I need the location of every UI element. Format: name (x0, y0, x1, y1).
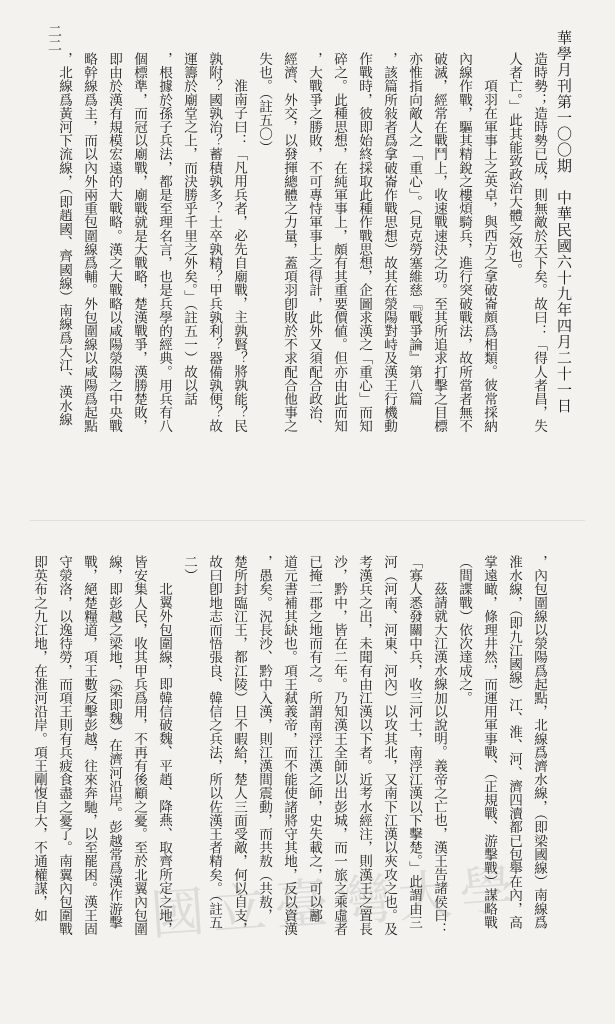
paragraph-line: 故曰卽地志而悟張良、韓信之兵法，所以佐漢王者精矣。（註五 (206, 555, 222, 929)
upper-line: 內線作戰，驅其精銳之樓煩騎兵，進行突破戰法，故所當者無不 (456, 52, 472, 433)
paragraph-line: 皆安集人民，收其甲兵爲用，不再有後顧之憂。至於北翼內包圍 (131, 555, 147, 936)
section-divider (30, 520, 585, 521)
upper-line: ，大戰爭之勝敗，不可專恃軍事上之得計，此外又須配合政治、 (306, 52, 322, 433)
upper-line: 即由於漢有規模宏遠的大戰略。漢之大戰略以咸陽滎陽之中央戰 (106, 52, 122, 433)
upper-line: 作戰時，彼即始終採取此種作戰思想，企圖求漢之「重心」而知 (356, 52, 372, 433)
upper-line: 個標準，而冠以廟戰，廟戰就是大戰略，楚漢戰爭，漢勝楚敗， (131, 52, 147, 433)
paragraph-line: 沙，黔中，皆在二年。乃知漢王全師以出彭城，而一旅之乘虛者 (331, 555, 347, 936)
page-number: 二二 (46, 24, 62, 52)
upper-line: 破滅，經常在戰鬥上，收速戰速決之功。至其所追求打擊之目標 (431, 52, 447, 433)
paragraph-line: 「寡人悉發關中兵，收三河士，南浮江漢以下擊楚。」此謂由三 (406, 555, 422, 929)
upper-line: 運籌於廟堂之上，而決勝乎千里之外矣。」（註五一）故以話 (181, 52, 197, 406)
continued-line: ，內包圍線以滎陽爲起點，北線爲濟水線，（即梁國線）南線爲 (531, 555, 547, 929)
paragraph-line: 道元書補其缺也。項王弒義帝，而不能使諸將守其地，反以資漢 (281, 555, 297, 936)
upper-line: 淮南子曰：「凡用兵者，必先自廟戰，主孰賢？將孰能？民 (231, 79, 247, 433)
upper-line: 項羽在軍事上之英卓，與西方之拿破崙頗爲相類。彼常採納 (481, 79, 497, 433)
paragraph-line: 茲請就大江漢水線加以說明。義帝之亡也，漢王告諸侯曰： (431, 582, 447, 936)
paragraph-line: 守滎洛，以逸待勞，而項王則有兵疲食盡之憂了。南翼內包圍戰 (56, 555, 72, 936)
paragraph-line: 楚所封臨江王，都江陵）日不暇給，楚人三面受敵，何以自支， (231, 555, 247, 936)
paragraph-line: 已掩二郡之地而有之。所謂南浮江漢之師，史失載之，可以酈 (306, 555, 322, 923)
paragraph-line: 戰，絕楚糧道，項王數反擊彭越，往來奔馳，以至罷困。漢王固 (81, 555, 97, 936)
upper-line: 孰附？國孰治？蓄積孰多？士卒孰精？甲兵孰利？器備孰便？故 (206, 52, 222, 433)
upper-line: 人者亡。」此其能致政治大體之效也。 (506, 52, 522, 277)
upper-line: 失也。（註五〇） (256, 52, 272, 154)
continued-line: 掌遠瞰，條理井然，而運用軍事戰、（正規戰、游擊戰）謀略戰 (481, 555, 497, 929)
upper-line: ，根據於孫子兵法，都是至理名言，也是兵學的經典。用兵有八 (156, 52, 172, 433)
paragraph-line: 線，即彭越之梁地，（梁即魏）在濟河沿岸。彭越常爲漢作游擊 (106, 555, 122, 929)
upper-line: 造時勢；造時勢已成，則無敵於天下矣。故曰：「得人者昌，失 (531, 52, 547, 433)
upper-line: 略幹線爲主，而以內外兩重包圍線爲輔。外包圍線以咸陽爲起點 (81, 52, 97, 433)
upper-line: 經濟、外交，以發揮總體之力量，蓋項羽卽敗於不求配合他事之 (281, 52, 297, 433)
paragraph-line: 北翼外包圍線，即韓信破魏、平趙、降燕、取齊所定之地， (156, 582, 172, 936)
paragraph-line: 二） (181, 555, 197, 583)
journal-header: 華學月刊第一〇〇期 中華民國六十九年四月二十一日 (555, 30, 573, 414)
upper-line: ，北線爲黃河下流線，（即趙國、齊國線）南線爲大江、漢水線 (56, 52, 72, 426)
paragraph-line: 河（河南、河東、河內）以攻其北，又南下江漢以夾攻之也。及 (381, 555, 397, 936)
paragraph-line: 即英布之九江地，在淮河沿岸。項王剛愎自大，不通權謀，如 (31, 555, 47, 923)
paragraph-line: ，愚矣。況長沙、黔中入漢，則江漢間震動，而共敖（共敖， (256, 555, 272, 923)
upper-line: ，該篇所敍者爲拿破崙作戰思想）故其在滎陽對峙及漢王行機動 (381, 52, 397, 433)
continued-line: （間諜戰）依次達成之。 (456, 555, 472, 705)
upper-line: 亦惟指向敵人之「重心」。（見克勞塞維慈『戰爭論』第八篇 (406, 52, 422, 406)
paragraph-line: 考漢兵之出，未聞有由江漢以下者。近考水經注，則漢王之置長 (356, 555, 372, 936)
upper-text-block (56, 52, 551, 447)
continued-line: 淮水線，（即九江國線）江、淮、河、濟四瀆都已包舉在內，高 (506, 555, 522, 929)
upper-line: 碎之。此種思想，在純軍事上，頗有其重要價値。但亦由此而知 (331, 52, 347, 433)
watermark-logo: 國立臺灣大學 (148, 858, 525, 947)
